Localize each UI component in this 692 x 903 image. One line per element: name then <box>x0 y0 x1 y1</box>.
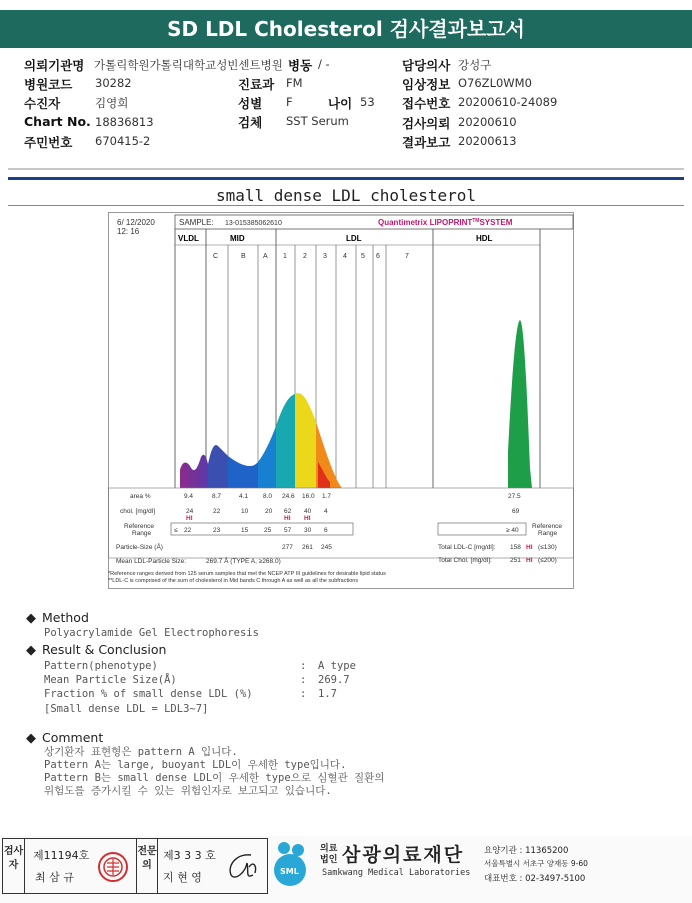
ref-a: 25 <box>264 527 272 534</box>
req-org-label: 의뢰기관명 <box>24 58 85 73</box>
band-4: 4 <box>343 253 347 260</box>
diamond-icon: ◆ <box>26 731 36 746</box>
receipt-label: 접수번호 <box>402 96 451 111</box>
lipoprint-chart <box>108 212 574 590</box>
result-row-label: Pattern(phenotype) <box>44 660 158 672</box>
report-title-bar <box>0 10 692 48</box>
seal-stamp <box>95 851 131 883</box>
mean-size-value: 269.7 Å (TYPE A, ≥268.0) <box>206 558 281 565</box>
chol-1: 62 <box>284 508 292 515</box>
total-chol-ref: (≤200) <box>538 557 557 564</box>
chol-hdl: 69 <box>512 508 520 515</box>
band-3: 3 <box>323 253 327 260</box>
ref-range-right-2: Range <box>538 530 558 537</box>
area-a: 8.0 <box>263 493 273 500</box>
comment-heading: ◆ Comment <box>26 730 104 746</box>
result-row-value: 269.7 <box>318 674 350 686</box>
tester-name: 최 삼 규 <box>35 871 74 884</box>
total-chol-value: 251 <box>510 557 521 564</box>
row-chol-label: chol. [mg/dl] <box>120 508 156 515</box>
band-5: 5 <box>361 253 365 260</box>
band-6: 6 <box>376 253 380 260</box>
code-line: 요양기관 : 11365200 <box>484 846 569 856</box>
clinical-label: 임상정보 <box>402 77 451 92</box>
org-en: Samkwang Medical Laboratories <box>322 868 471 878</box>
doctor-label: 담당의사 <box>402 58 451 73</box>
ref-1: 57 <box>284 527 292 534</box>
ref-b: 15 <box>241 527 249 534</box>
tester-no: 제11194호 <box>33 849 90 862</box>
patient-label: 수진자 <box>24 96 61 111</box>
band-c: C <box>213 253 219 260</box>
receipt-value: 20200610-24089 <box>458 95 558 109</box>
tester-label: 검사자 <box>3 839 25 893</box>
sample-label: SAMPLE: <box>179 218 214 227</box>
hi-flag-1: HI <box>284 515 291 522</box>
area-hdl: 27.5 <box>508 493 521 500</box>
hi-flag-chol: HI <box>526 557 533 564</box>
chol-2: 40 <box>304 508 312 515</box>
row-range-label: Range <box>132 530 152 537</box>
chol-vldl: 24 <box>186 508 194 515</box>
clinical-value: O76ZL0WM0 <box>458 76 532 90</box>
area-1: 24.6 <box>282 493 295 500</box>
ward-label: 병동 <box>288 58 313 73</box>
band-a: A <box>263 253 268 260</box>
diamond-icon: ◆ <box>26 643 36 658</box>
report-title: SD LDL Cholesterol 검사결과보고서 <box>167 17 525 41</box>
ward-value: / - <box>318 57 330 71</box>
total-ldl-ref: (≤130) <box>538 544 557 551</box>
chart-frame <box>109 213 574 589</box>
total-chol-label: Total Chol. [mg/dl]: <box>438 557 492 564</box>
area-3: 1.7 <box>322 493 332 500</box>
test-req-value: 20200610 <box>458 115 517 129</box>
band-b: B <box>241 253 246 260</box>
result-date-value: 20200613 <box>458 134 517 148</box>
chart-time: 12: 16 <box>117 227 140 236</box>
result-colon: : <box>300 688 307 700</box>
ref-c: 23 <box>213 527 221 534</box>
sml-logo <box>270 838 318 892</box>
group-vldl: VLDL <box>178 234 199 243</box>
section-title: small dense LDL cholesterol <box>215 186 477 205</box>
age-value: 53 <box>360 95 375 109</box>
patient-info <box>0 52 692 164</box>
patient-value: 김영희 <box>95 96 129 110</box>
band-2: 2 <box>303 253 307 260</box>
result-row-value: 1.7 <box>318 688 337 700</box>
result-row-label: Mean Particle Size(Å) <box>44 674 177 686</box>
test-req-label: 검사의뢰 <box>402 116 451 131</box>
divider <box>8 205 684 206</box>
hosp-code-value: 30282 <box>95 76 132 90</box>
result-colon: : <box>300 660 307 672</box>
mean-size-label: Mean LDL-Particle Size: <box>116 558 187 565</box>
doctor-value: 강성구 <box>458 58 492 72</box>
sex-value: F <box>286 95 293 109</box>
hi-flag-ldl: HI <box>526 544 533 551</box>
row-ref-label: Reference <box>124 523 154 530</box>
size-2: 261 <box>302 544 313 551</box>
reviewer-label: 전문의 <box>136 839 158 893</box>
org-name: 삼광의료재단 <box>342 844 465 866</box>
group-mid: MID <box>230 234 245 243</box>
row-area-label: area % <box>130 493 151 500</box>
ref-range-right-1: Reference <box>532 523 562 530</box>
divider <box>8 177 684 180</box>
id-label: 주민번호 <box>24 135 73 150</box>
chol-c: 22 <box>213 508 221 515</box>
result-heading: ◆ Result & Conclusion <box>26 642 167 658</box>
comment-line: Pattern B는 small dense LDL이 우세한 type으로 심혈관 질환의 <box>44 772 385 784</box>
sex-label: 성별 <box>238 96 263 111</box>
reviewer-no: 제3 3 3 호 <box>163 849 216 862</box>
reviewer-name: 지 현 영 <box>163 871 202 884</box>
group-hdl: HDL <box>476 234 493 243</box>
result-note: [Small dense LDL = LDL3~7] <box>44 703 209 715</box>
age-label: 나이 <box>328 96 353 111</box>
specimen-label: 검체 <box>238 115 263 130</box>
chart-date: 6/ 12/2020 <box>117 218 155 227</box>
band-7: 7 <box>405 253 409 260</box>
chol-3: 4 <box>324 508 328 515</box>
row-size-label: Particle-Size (Å) <box>116 544 163 551</box>
group-ldl: LDL <box>346 234 362 243</box>
method-heading: ◆ Method <box>26 610 89 626</box>
dept-value: FM <box>286 76 303 90</box>
chol-b: 10 <box>241 508 249 515</box>
result-row-label: Fraction % of small dense LDL (%) <box>44 688 253 700</box>
diamond-icon: ◆ <box>26 611 36 626</box>
chart-no-label: Chart No. <box>24 114 91 129</box>
ref-2: 30 <box>304 527 312 534</box>
comment-line: 상기환자 표현형은 pattern A 입니다. <box>44 746 238 758</box>
footnote-2: **LDL-C is comprised of the sum of cholesterol in Mid bands C through A as well as all the subfractions <box>108 578 359 584</box>
result-row-value: A type <box>318 660 356 672</box>
area-b: 4.1 <box>239 493 249 500</box>
signature-box <box>2 838 268 894</box>
method-text: Polyacrylamide Gel Electrophoresis <box>44 627 259 639</box>
band-1: 1 <box>283 253 287 260</box>
phone: 대표번호 : 02-3497-5100 <box>484 874 586 884</box>
signature <box>223 849 261 883</box>
hosp-code-label: 병원코드 <box>24 77 73 92</box>
total-ldl-value: 158 <box>510 544 521 551</box>
comment-line: Pattern A는 large, buoyant LDL이 우세한 type입니다. <box>44 759 347 771</box>
divider <box>8 168 684 170</box>
size-1: 277 <box>282 544 293 551</box>
specimen-value: SST Serum <box>286 114 349 128</box>
chart-no-value: 18836813 <box>95 115 154 129</box>
hi-flag-2: HI <box>304 515 311 522</box>
total-ldl-label: Total LDL-C [mg/dl]: <box>438 544 496 551</box>
area-vldl: 9.4 <box>184 493 194 500</box>
result-colon: : <box>300 674 307 686</box>
brand-name: Quantimetrix LIPOPRINT™SYSTEM <box>378 218 513 227</box>
comment-line: 위험도를 증가시킬 수 있는 위험인자로 보고되고 있습니다. <box>44 785 332 797</box>
chol-a: 20 <box>265 508 273 515</box>
req-org-value: 가톨릭학원가톨릭대학교성빈센트병원 <box>94 58 283 72</box>
dept-label: 진료과 <box>238 77 275 92</box>
corp-label: 의료 법인 <box>320 844 338 865</box>
svg-text:SML: SML <box>280 867 299 876</box>
size-3: 245 <box>321 544 332 551</box>
ref-prefix: ≤ <box>174 527 178 534</box>
sample-value: 13-015385062610 <box>225 220 282 227</box>
footnote-1: *Reference ranges derived from 125 serum samples that met the NCEP ATP III guidelines for desirable lipid status <box>108 571 386 577</box>
result-date-label: 결과보고 <box>402 135 451 150</box>
ref-3: 6 <box>324 527 328 534</box>
area-2: 16.0 <box>302 493 315 500</box>
hi-flag-vldl: HI <box>186 515 193 522</box>
address: 서울특별시 서초구 양재동 9-60 <box>484 859 588 868</box>
ref-vldl: 22 <box>184 527 192 534</box>
area-c: 8.7 <box>212 493 222 500</box>
hdl-ref: ≥ 40 <box>506 527 519 534</box>
id-value: 670415-2 <box>95 134 151 148</box>
